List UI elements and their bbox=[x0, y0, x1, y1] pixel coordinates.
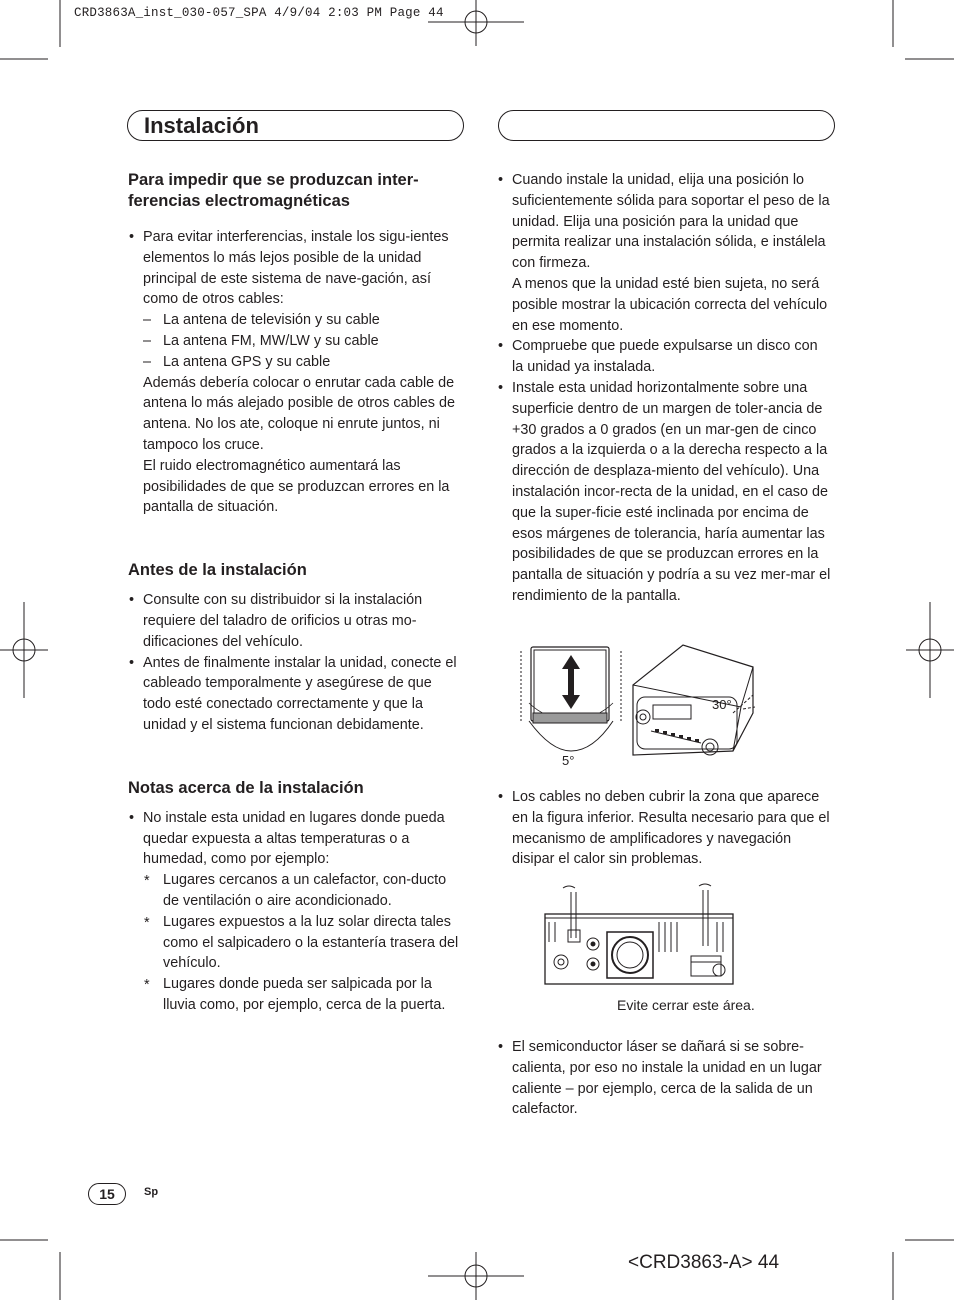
install-notes-list bbox=[128, 808, 463, 870]
install-list bbox=[497, 170, 832, 274]
install-list-2 bbox=[497, 336, 832, 606]
locations-list bbox=[128, 870, 463, 1016]
list-item: – La antena GPS y su cable bbox=[128, 352, 463, 373]
left-column bbox=[128, 170, 463, 1016]
list-item: * Lugares expuestos a la luz solar directa tales como el salpicadero o la estantería trasera del vehículo. bbox=[128, 912, 463, 974]
angle-label-30: 30° bbox=[712, 697, 732, 712]
heading-before-install: Antes de la instalación bbox=[128, 561, 307, 580]
section-heading-box bbox=[127, 110, 464, 141]
empty-heading-box bbox=[498, 110, 835, 141]
print-slug: CRD3863A_inst_030-057_SPA 4/9/04 2:03 PM Page 44 bbox=[74, 6, 444, 20]
right-column-top bbox=[497, 170, 832, 607]
paragraph: El ruido electromagnético aumentará las posibilidades de que se produzcan errores en la pantalla de situación. bbox=[143, 457, 450, 516]
list-item: • No instale esta unidad en lugares donde pueda quedar expuesta a altas temperaturas o a humedad, como por ejemplo: bbox=[128, 808, 463, 870]
figure-caption: Evite cerrar este área. bbox=[617, 997, 755, 1013]
heading-install-notes: Notas acerca de la instalación bbox=[128, 778, 364, 797]
antenna-list bbox=[128, 310, 463, 372]
heading-interference: Para impedir que se produzcan inter-ferencias electromagnéticas bbox=[128, 171, 419, 210]
right-column-middle bbox=[497, 787, 832, 870]
list-item: • Instale esta unidad horizontalmente sobre una superficie dentro de un margen de toler-ancia de +30 grados a 0 grados (en un mar-gen de cinco grados a la izquierda o a la derecha respecto a la dirección de desplaza-miento del vehículo). Una instalación incor-recta de la unidad, en el caso de que la super-ficie esté inclinada por encima de esos márgenes de tolerancia, haría aumentar las posibilidades de que se produzcan errores en la pantalla de situación y podría a su vez mer-mar el rendimiento de la pantalla. bbox=[497, 378, 832, 607]
list-item: – La antena de televisión y su cable bbox=[128, 310, 463, 331]
list-item: • Cuando instale la unidad, elija una posición lo suficientemente sólida para soportar el peso de la unidad. Elija una posición para la unidad que permita realizar una instalación sólida, e instálela con firmeza. bbox=[497, 170, 832, 274]
list-item: • El semiconductor láser se dañará si se sobre-calienta, por eso no instale la unidad en un lugar caliente – por ejemplo, cerca de la salida de un calefactor. bbox=[497, 1037, 832, 1120]
list-item: * Lugares donde pueda ser salpicada por la lluvia como, por ejemplo, cerca de la puerta. bbox=[128, 974, 463, 1016]
interference-list bbox=[128, 227, 463, 310]
list-item: • Compruebe que puede expulsarse un disco con la unidad ya instalada. bbox=[497, 336, 832, 378]
list-item: * Lugares cercanos a un calefactor, con-ducto de ventilación o aire acondicionado. bbox=[128, 870, 463, 912]
list-item: • Consulte con su distribuidor si la instalación requiere del taladro de orificios u otras mo-dificaciones del vehículo. bbox=[128, 590, 463, 652]
page-number: 15 bbox=[88, 1183, 126, 1205]
list-item: • Antes de finalmente instalar la unidad, conecte el cableado temporalmente y asegúrese de que todo esté conectado correctamente y que la unidad y el sistema funcionan debidamente. bbox=[128, 653, 463, 736]
angle-label-5: 5° bbox=[562, 753, 575, 768]
cables-list bbox=[497, 787, 832, 870]
before-install-list bbox=[128, 590, 463, 736]
paragraph: A menos que la unidad esté bien sujeta, no será posible mostrar la ubicación correcta del vehículo en ese momento. bbox=[512, 275, 828, 334]
right-column-bottom bbox=[497, 1037, 832, 1120]
section-title: Instalación bbox=[144, 113, 259, 138]
list-item: • Los cables no deben cubrir la zona que aparece en la figura inferior. Resulta necesario para que el mecanismo de amplificadores y navegación disipar el calor sin problemas. bbox=[497, 787, 832, 870]
rear-panel-figure bbox=[541, 880, 736, 986]
document-code: <CRD3863-A> 44 bbox=[628, 1252, 780, 1273]
laser-list bbox=[497, 1037, 832, 1120]
language-code: Sp bbox=[144, 1186, 159, 1198]
paragraph: Además debería colocar o enrutar cada cable de antena lo más alejado posible de otros cables de antena. No los ate, coloque ni enrute juntos, ni tampoco los cruce. bbox=[143, 374, 456, 453]
list-item: – La antena FM, MW/LW y su cable bbox=[128, 331, 463, 352]
list-item: • Para evitar interferencias, instale los sigu-ientes elementos lo más lejos posible de la unidad principal de este sistema de nave-gación, así como de otros cables: bbox=[128, 227, 463, 310]
